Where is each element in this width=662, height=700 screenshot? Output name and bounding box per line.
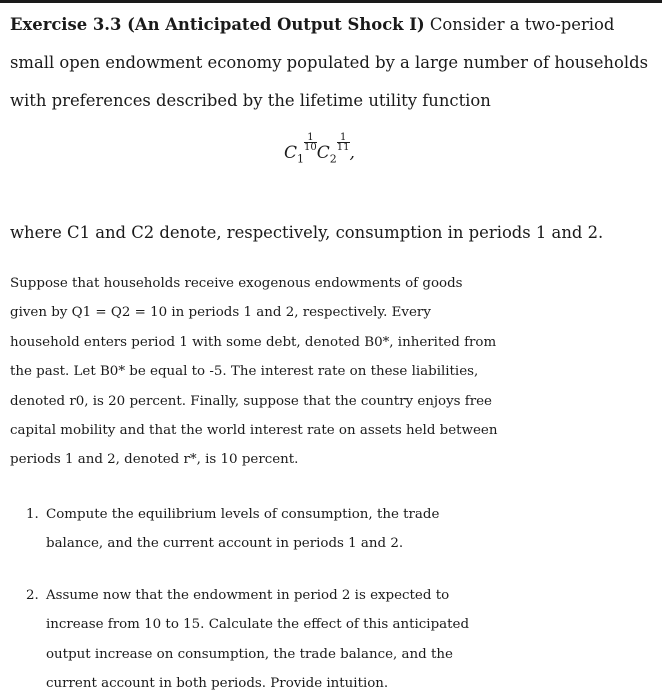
question-text: Assume now that the endowment in period 2 is expected to increase from 10 to 15. Calculate the effect of this anticipated output increase on consumption, the trade balance, and the current account in both periods. Provide intuition.	[46, 587, 470, 692]
question-number: 2.	[26, 587, 39, 603]
question-item	[26, 581, 496, 699]
exercise-title: Exercise 3.3 (An Anticipated Output Shock I)	[10, 15, 425, 34]
where-sentence: where C1 and C2 denote, respectively, consumption in periods 1 and 2.	[10, 223, 604, 242]
setup-paragraph: Suppose that households receive exogenous endowments of goods given by Q1 = Q2 = 10 in periods 1 and 2, respectively. Every household enters period 1 with some debt, denoted B0*, inherited from the past. Let B0* be equal to -5. The interest rate on these liabilities, denoted r0, is 20 percent. Finally, suppose that the country enjoys free capital mobility and that the world interest rate on assets held between periods 1 and 2, denoted r*, is 10 percent.	[10, 276, 498, 468]
question-text: Compute the equilibrium levels of consumption, the trade balance, and the current account in periods 1 and 2.	[46, 507, 440, 552]
exercise-intro	[10, 6, 655, 120]
exercise-intro-text: Consider a two-period small open endowment economy populated by a large number of households with preferences described by the lifetime utility function	[10, 15, 648, 110]
utility-function: $C_1$ $\frac{1}{10}$ $C_2$ $\frac{1}{11}$ ,	[284, 132, 355, 166]
question-item	[26, 500, 496, 559]
top-rule	[0, 0, 662, 3]
question-list	[26, 500, 496, 698]
question-number: 1.	[26, 507, 39, 522]
